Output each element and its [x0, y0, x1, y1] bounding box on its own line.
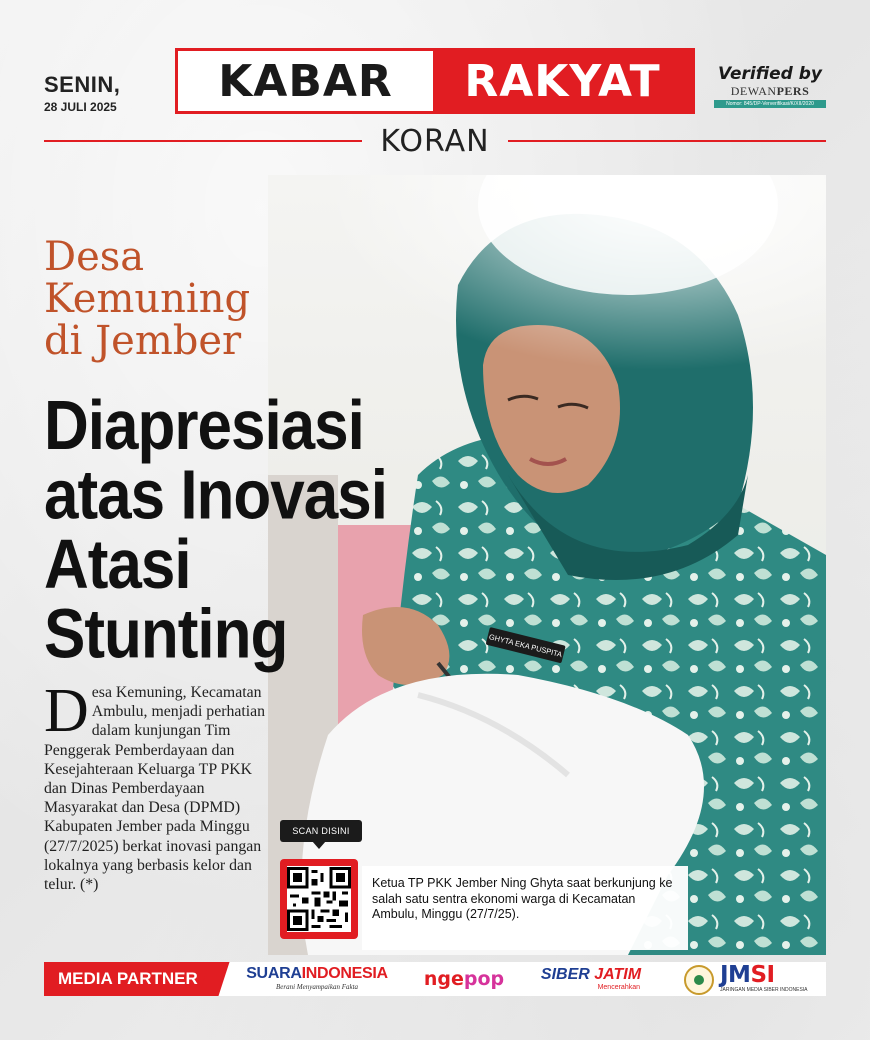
verified-title: Verified by: [718, 64, 822, 84]
partner-ngepop: ngepop: [423, 968, 505, 990]
qr-code[interactable]: [280, 859, 358, 939]
divider-left: [44, 140, 362, 142]
article-body-text: esa Kemuning, Kecamatan Ambulu, menjadi perhatian dalam kunjungan Tim Penggerak Pemberdayaan dan Kesejahteraan Keluarga TP PKK dan Dinas Pemberdayaan Masyarakat dan Desa (DPMD) Kabupaten Jember pada Minggu (27/7/2025) berkat inovasi pangan lokalnya yang berbasis kelor dan telur. (*): [44, 684, 266, 894]
suara-tagline: Berani Menyampaikan Fakta: [275, 983, 359, 991]
article-body: [44, 677, 269, 894]
media-partner-bar: [44, 962, 826, 996]
kicker-line: Kemuning: [44, 276, 251, 322]
scan-arrow-icon: [312, 841, 326, 849]
edition-label: KORAN: [380, 124, 490, 159]
kicker-line: di Jember: [44, 318, 242, 364]
name-tag-text: GHYTA EKA PUSPITA: [487, 632, 564, 660]
logo-rakyat: RAKYAT: [433, 51, 692, 111]
kicker-line: Desa: [44, 234, 145, 280]
article-headline: [44, 387, 424, 674]
issue-full-date: 28 JULI 2025: [44, 100, 117, 114]
headline-line: Stunting: [44, 595, 288, 674]
qr-code-icon: [287, 866, 351, 932]
verified-number: Nomor: 845/DP-Ververifikasi/K/XII/2020: [714, 100, 826, 108]
headline-line: atas Inovasi: [44, 456, 387, 535]
divider-right: [508, 140, 826, 142]
headline-line: Atasi: [44, 526, 191, 604]
verified-org: DEWANPERS: [730, 84, 810, 98]
partner-jmsi: JMSI JARINGAN MEDIA SIBER INDONESIA: [682, 963, 822, 995]
kabar-rakyat-logo: [175, 48, 695, 114]
photo-caption: Ketua TP PKK Jember Ning Ghyta saat berkunjung ke salah satu sentra ekonomi warga di Kecamatan Ambulu, Minggu (27/7/25).: [362, 866, 688, 950]
partner-suara-indonesia: SUARAINDONESIA Berani Menyampaikan Fakta: [232, 965, 402, 991]
logo-kabar: KABAR: [218, 55, 393, 107]
drop-cap: D: [44, 677, 89, 745]
issue-date: [44, 72, 120, 114]
media-partner-label: MEDIA PARTNER: [44, 962, 214, 996]
jmsi-emblem-icon: [684, 965, 714, 995]
article-kicker: [44, 236, 250, 362]
partner-siber-jatim: SIBER JATIM Mencerahkan: [532, 965, 650, 991]
jmsi-tagline: JARINGAN MEDIA SIBER INDONESIA: [720, 987, 808, 993]
siber-tagline: Mencerahkan: [597, 984, 640, 991]
issue-day: SENIN,: [44, 72, 121, 97]
edition-row: [44, 124, 826, 158]
scan-label: SCAN DISINI: [280, 820, 362, 842]
headline-line: Diapresiasi: [44, 387, 364, 465]
dewan-pers-verified-badge: [714, 64, 826, 108]
